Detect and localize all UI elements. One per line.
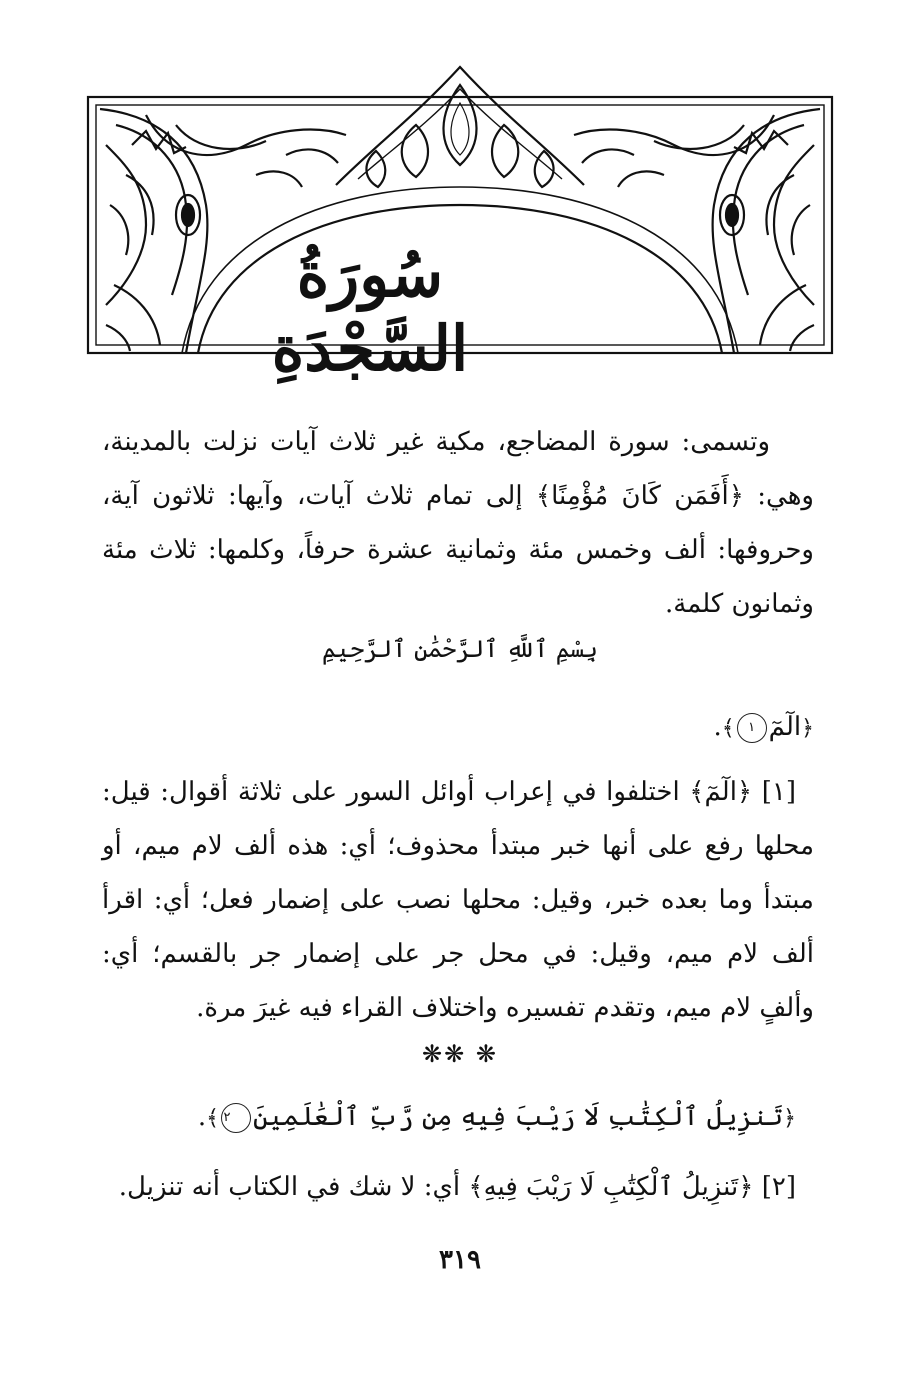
intro-text: وتسمى: سورة المضاجع، مكية غير ثلاث آيات نزلت بالمدينة، وهي: ﴿أَفَمَن كَانَ مُؤْمِنًا﴾ إلى تمام ثلاث آيات، وآيها: ثلاثون آية، وحروفها: ألف وخمس مئة وثمانية عشرة حرفاً، وكلمها: ثلاث مئة وثمانون كلمة. (102, 427, 814, 619)
verse-number-badge: ٢ (221, 1103, 251, 1133)
page-number: ٣١٩ (439, 1245, 481, 1275)
surah-title: سُورَةُ السَّجْدَةِ (271, 238, 469, 386)
verse-end-mark: . (197, 1102, 207, 1132)
section-separator: ❋ ❋❋ (422, 1040, 498, 1068)
verse-2-text: تَنزِيلُ ٱلْكِتَٰبِ لَا رَيْبَ فِيهِ مِن رَّبِّ ٱلْعَٰلَمِينَ (252, 1102, 784, 1132)
verse-1 (102, 700, 814, 756)
verse-close-bracket: ﴾ (206, 1106, 219, 1131)
verse-open-bracket: ﴿ (801, 716, 814, 741)
verse-2 (102, 1090, 814, 1146)
verse-number-badge: ١ (737, 713, 767, 743)
commentary-1 (102, 765, 814, 1035)
intro-paragraph (102, 415, 814, 631)
basmala: بِسْمِ ٱللَّهِ ٱلرَّحْمَٰنِ ٱلرَّحِيمِ (321, 635, 598, 663)
verse-end-mark: . (713, 712, 722, 742)
commentary-1-text: [١] ﴿الٓمٓ﴾ اختلفوا في إعراب أوائل السور على ثلاثة أقوال: قيل: محلها رفع على أنها خبر مبتدأ محذوف؛ أي: هذه ألف لام ميم، أو مبتدأ وما بعده خبر، وقيل: محلها نصب على إضمار فعل؛ أي: اقرأ ألف لام ميم، وقيل: في محل جر على إضمار جر بالقسم؛ أي: وألفٍ لام ميم، وتقدم تفسيره واختلاف القراء فيه غيرَ مرة. (102, 777, 814, 1023)
verse-1-text: الٓمٓ (768, 712, 802, 742)
verse-2-line (102, 1090, 814, 1146)
commentary-2-text: [٢] ﴿تَنزِيلُ ٱلْكِتَٰبِ لَا رَيْبَ فِيهِ﴾ أي: لا شك في الكتاب أنه تنزيل. (118, 1172, 796, 1202)
commentary-2 (102, 1160, 814, 1214)
verse-1-line (102, 700, 814, 756)
verse-open-bracket: ﴿ (783, 1106, 796, 1131)
verse-close-bracket: ﴾ (721, 716, 735, 741)
